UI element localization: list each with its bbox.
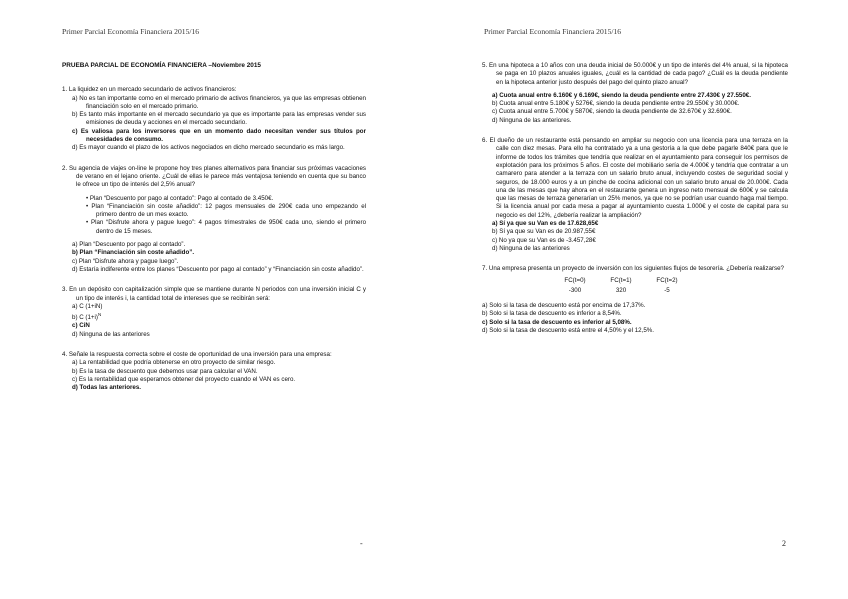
question-3 [62,286,366,339]
question-4-option-a: a) La rentabilidad que podría obtenerse en otro proyecto de similar riesgo. [72,359,276,367]
question-4-option-b: b) Es la tasa de descuento que debemos usar para calcular el VAN. [72,367,258,375]
cash-flow-value: -5 [664,286,670,294]
question-2-option-b: b) Plan “Financiación sin coste añadido”. [72,249,195,257]
question-4 [62,351,366,392]
cash-flow-header: FC(t=2) [656,276,678,284]
question-3-option-b-exponent: N [97,312,102,318]
question-1 [62,86,366,152]
question-2-bullet-text: Plan “Financiación sin coste añadido”: 12 pagos mensuales de 290€ cada uno empezando el primero dentro de un mes exacto. [91,202,367,219]
question-2-bullet-text: Plan “Descuento por pago al contado”: Pago al contado de 3.450€. [89,194,274,202]
cash-flow-table [552,276,690,297]
question-2 [62,165,366,275]
question-1-text: 1. La liquidez en un mercado secundario de activos financieros: [62,86,237,94]
question-1-option-d: d) Es mayor cuando el plazo de los activos negociados en dicho mercado secundario es más largo. [72,144,345,152]
question-4-option-c: c) Es la rentabilidad que esperamos obtener del proyecto cuando el VAN es cero. [72,375,296,383]
question-1-option-c: c) Es valiosa para los inversores que en un momento dado necesitan vender sus títulos por necesidades de consumo. [72,127,366,144]
question-6-option-b: b) Sí ya que su Van es de 20.987,55€ [492,228,596,236]
question-2-bullet: • Plan “Descuento por pago al contado”: Pago al contado de 3.450€. [86,194,274,202]
left-page-content [62,62,366,405]
question-2-option-a: a) Plan “Descuento por pago al contado”. [72,241,186,249]
question-1-option-b: b) Es tanto más importante en el mercado secundario ya que es importante para las empresas vender sus emisiones de deuda y acciones en el mercado secundario. [72,111,366,127]
question-4-text: 4. Señale la respuesta correcta sobre el coste de oportunidad de una inversión para una empresa: [62,351,332,359]
question-4-option-d: d) Todas las anteriores. [72,384,141,392]
question-7 [482,265,788,335]
question-3-text: 3. En un depósito con capitalización simple que se mantiene durante N periodos con una inversión inicial C y un tipo de interés i, la cantidad total de intereses que se recibirán será: [62,286,366,302]
cash-flow-value-row [552,286,690,296]
question-5-option-d: d) Ninguna de las anteriores. [492,116,572,124]
question-7-option-b: b) Solo si la tasa de descuento es inferior a 8,54%. [482,310,622,318]
question-6-text: 6. El dueño de un restaurante está pensando en ampliar su negocio con una licencia para una terraza en la calle con diez mesas. Para ello ha contratado ya a una gestoría a la que debe pagarle 840€ para que le informe de todos los trámites que tendría que realizar en el ayuntamiento para conseguir los permisos de explotación para los próximos 5 años. El coste del mobiliario sería de 4.000€ y tendría que contratar a un camarero para atender a la terraza con un salario bruto anual, incluyendo costes de seguridad social y seguros, de 18.000 euros y a un pinche de cocina adicional con un salario bruto anual de 20.000€. Cada una de las mesas que hay ahora en el restaurante genera un ingreso neto mensual de 600€ y se calcula que las mesas de terraza generarían un 25% menos, ya que no se podrían usar cuando haga mal tiempo. Si la licencia anual por cada mesa a pagar al ayuntamiento cuesta 1.000€ y el coste de capital para su negocio es del 12%, ¿debería realizar la ampliación? [482,137,788,219]
question-3-option-c: c) CiN [72,322,90,330]
question-7-option-a: a) Solo si la tasa de descuento está por encima de 17,37%. [482,302,646,310]
cash-flow-header: FC(t=0) [564,276,586,284]
question-2-bullet: • Plan “Disfrute ahora y pague luego”: 4 pagos trimestrales de 950€ cada uno, siendo el primero dentro de 15 meses. [86,219,367,235]
question-5-option-a: a) Cuota anual entre 6.160€ y 6.169€, siendo la deuda pendiente entre 27.430€ y 27.550€. [492,91,751,99]
page-header-left: Primer Parcial Economía Financiera 2015/16 [62,27,200,36]
question-2-option-c: c) Plan “Disfrute ahora y pague luego”. [72,257,179,265]
cash-flow-header: FC(t=1) [610,276,632,284]
question-5-option-c: c) Cuota anual entre 5.700€ y 5870€, siendo la deuda pendiente de 32.670€ y 32.690€. [492,108,732,116]
question-3-option-d: d) Ninguna de las anteriores [72,330,150,338]
exam-title: PRUEBA PARCIAL DE ECONOMÍA FINANCIERA –Noviembre 2015 [62,62,261,69]
question-6-option-c: c) No ya que su Van es de -3.457,28€ [492,236,596,244]
question-6 [482,137,788,253]
question-7-option-c: c) Solo si la tasa de descuento es inferior al 5,08%. [482,318,632,326]
question-5-option-b: b) Cuota anual entre 5.180€ y 5276€, siendo la deuda pendiente entre 29.550€ y 30.000€. [492,100,740,108]
cash-flow-value: -300 [568,286,582,294]
question-2-text: 2. Su agencia de viajes on-line le propone hoy tres planes alternativos para financiar sus próximas vacaciones de verano en el lejano oriente. ¿Cuál de ellas le parece más ventajosa teniendo en cuenta que su banco le ofrece un tipo de interés del 2,5% anual? [62,164,366,189]
question-2-bullet: • Plan “Financiación sin coste añadido”: 12 pagos mensuales de 290€ cada uno empezando el primero dentro de un mes exacto. [86,202,367,219]
page-number-right: 2 [782,539,786,548]
question-2-bullet-text: Plan “Disfrute ahora y pague luego”: 4 pagos trimestrales de 950€ cada uno, siendo el primero dentro de 15 meses. [90,219,367,235]
right-page [424,0,848,599]
cash-flow-header-row [552,276,690,286]
question-2-option-d: d) Estaría indiferente entre los planes “Descuento por pago al contado” y “Financiación sin coste añadido”. [72,265,364,273]
page-header-right: Primer Parcial Economía Financiera 2015/16 [484,27,622,36]
question-6-option-a: a) Sí ya que su Van es de 17.628,65€ [492,220,599,228]
page-number-left: - [360,539,363,548]
question-6-option-d: d) Ninguna de las anteriores [492,244,570,252]
question-5 [482,62,788,125]
right-page-content [482,62,788,347]
question-5-text: 5. En una hipoteca a 10 años con una deuda inicial de 50.000€ y un tipo de interés del 4% anual, si la hipoteca se paga en 10 plazos anuales iguales, ¿cuál es la cantidad de cada pago? ¿Cuál es la deuda pendiente en la hipoteca anterior justo después del pago del quinto plazo anual? [482,62,788,86]
cash-flow-value: 320 [615,286,627,294]
question-7-text: 7. Una empresa presenta un proyecto de inversión con los siguientes flujos de tesorería. ¿Debería realizarse? [482,265,784,273]
question-3-option-b [62,311,366,322]
question-3-option-a: a) C (1+iN) [72,302,103,310]
question-7-option-d: d) Solo si la tasa de descuento está entre el 4,50% y el 12,5%. [482,327,654,335]
question-1-option-a: a) No es tan importante como en el mercado primario de activos financieros, ya que las empresas obtienen financiación solo en el mercado primario. [72,94,366,110]
question-3-option-b-text: b) C (1+i) [72,314,98,322]
